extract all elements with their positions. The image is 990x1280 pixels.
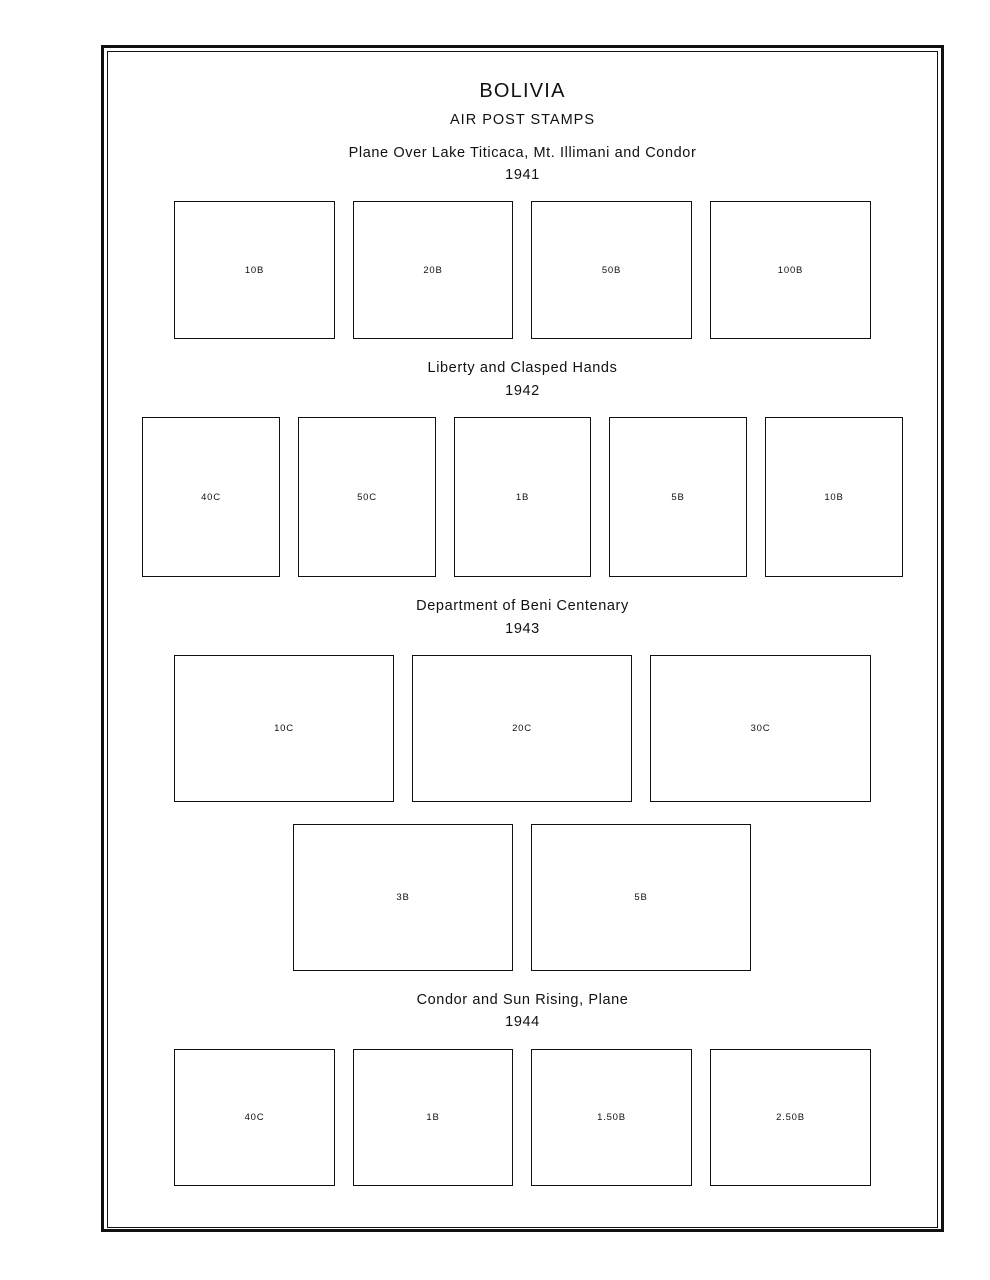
stamp-denomination: 20C	[512, 723, 532, 734]
stamp-box	[710, 1049, 871, 1186]
stamp-box	[650, 655, 871, 802]
section-title-1943: Department of Beni Centenary	[416, 598, 629, 614]
stamp-box	[142, 417, 280, 577]
section-title-1941: Plane Over Lake Titicaca, Mt. Illimani and Condor	[348, 145, 697, 161]
stamp-box	[412, 655, 632, 802]
stamp-box	[710, 201, 871, 339]
section-year-1941: 1941	[505, 167, 540, 183]
stamp-denomination: 50C	[357, 491, 377, 503]
stamp-denomination: 100B	[777, 264, 804, 276]
section-title-1942: Liberty and Clasped Hands	[427, 360, 618, 376]
stamp-box	[174, 201, 335, 339]
stamp-denomination: 40C	[244, 1112, 265, 1123]
stamp-box	[454, 417, 591, 577]
stamp-denomination: 10C	[274, 723, 294, 734]
stamp-box	[765, 417, 903, 577]
stamp-box	[353, 201, 513, 339]
page-subtitle: AIR POST STAMPS	[450, 112, 595, 128]
stamp-denomination: 1B	[426, 1112, 440, 1123]
section-title-1944: Condor and Sun Rising, Plane	[416, 992, 629, 1008]
stamp-box	[298, 417, 436, 577]
stamp-denomination: 10B	[244, 264, 265, 276]
stamp-box	[293, 824, 513, 971]
stamp-denomination: 40C	[201, 491, 221, 503]
stamp-denomination: 1.50B	[597, 1112, 626, 1123]
stamp-box	[531, 824, 751, 971]
stamp-box	[531, 1049, 692, 1186]
stamp-box	[174, 655, 394, 802]
stamp-denomination: 5B	[634, 892, 648, 903]
stamp-denomination: 10B	[824, 491, 844, 503]
stamp-denomination: 50B	[601, 264, 622, 276]
stamp-denomination: 20B	[423, 264, 443, 276]
stamp-denomination: 1B	[515, 491, 530, 503]
section-year-1942: 1942	[505, 383, 540, 399]
stamp-denomination: 3B	[396, 892, 410, 903]
stamp-box	[531, 201, 692, 339]
stamp-denomination: 2.50B	[776, 1112, 805, 1123]
country-title: BOLIVIA	[479, 80, 566, 102]
section-year-1943: 1943	[505, 621, 540, 637]
stamp-box	[174, 1049, 335, 1186]
stamp-denomination: 5B	[671, 491, 685, 503]
stamp-box	[353, 1049, 513, 1186]
stamp-denomination: 30C	[750, 723, 771, 734]
section-year-1944: 1944	[505, 1014, 540, 1030]
stamp-box	[609, 417, 747, 577]
